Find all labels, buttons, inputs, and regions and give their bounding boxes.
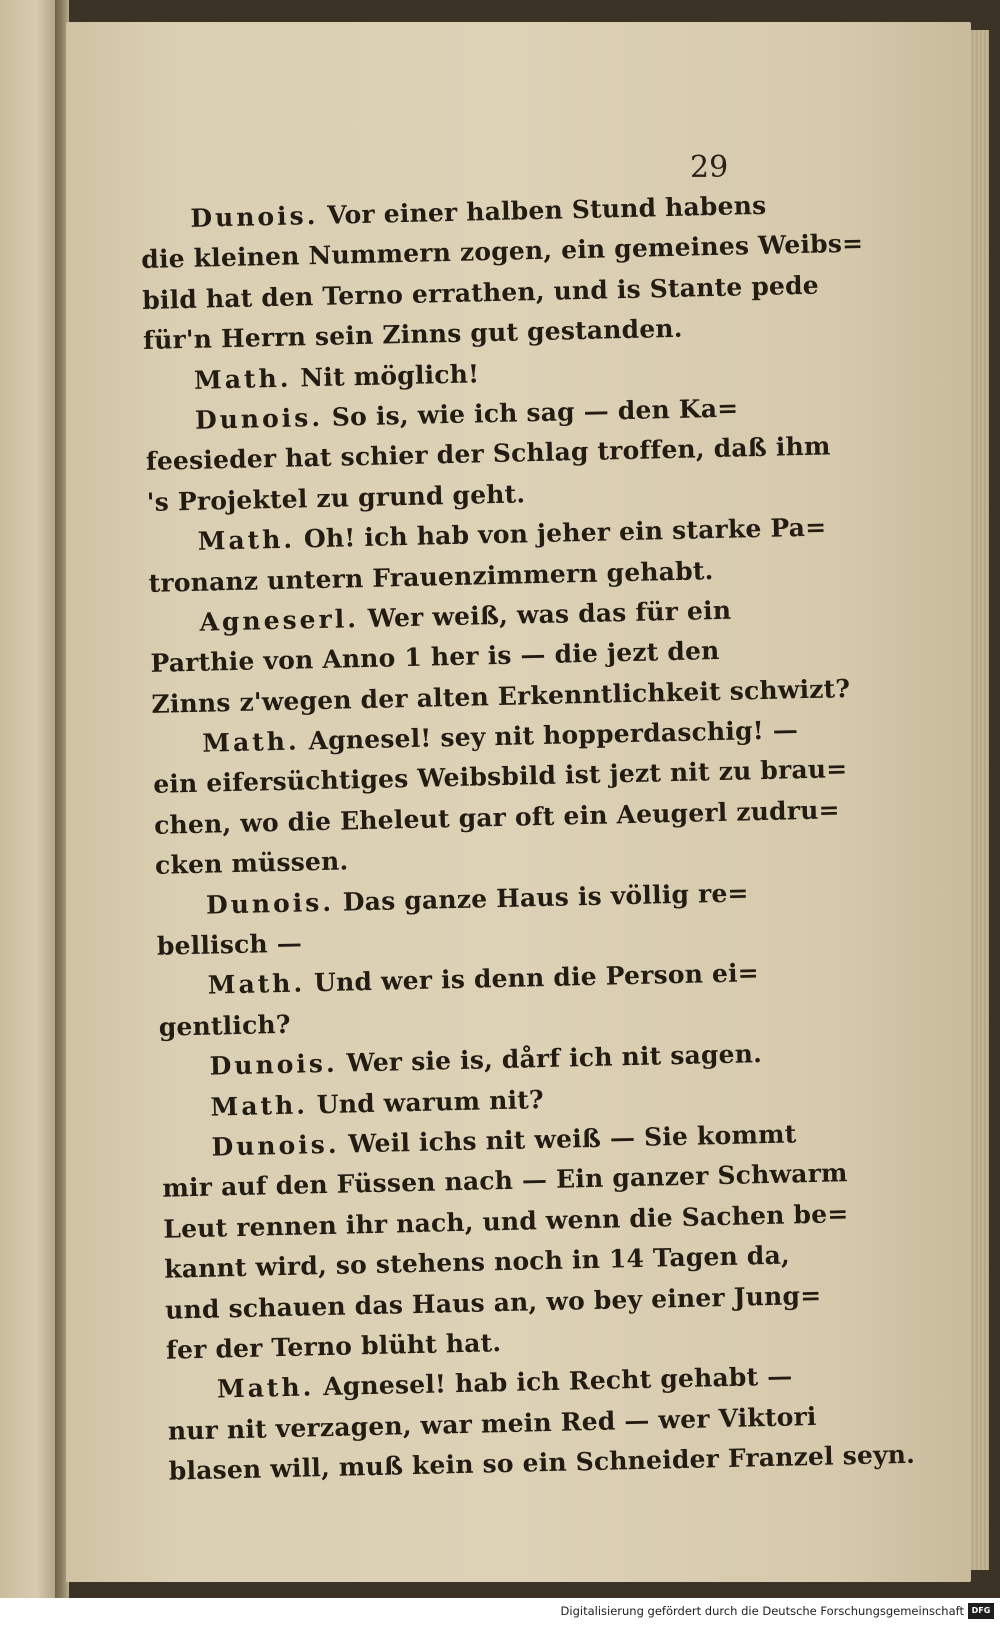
line-text: Und warum nit? bbox=[307, 1084, 545, 1120]
line-text: Nit möglich! bbox=[291, 358, 480, 393]
line-text: tronanz untern Frauenzimmern gehabt. bbox=[148, 555, 714, 598]
line-text: Oh! ich hab von jeher ein starke Pa= bbox=[294, 512, 827, 554]
line-text: fer der Terno blüht hat. bbox=[165, 1328, 502, 1365]
speaker-name: Math. bbox=[216, 1372, 315, 1404]
line-text: feesieder hat schier der Schlag troffen, daß ihm bbox=[145, 431, 831, 477]
line-text: Agnesel! sey nit hopperdaschig! — bbox=[299, 715, 799, 756]
line-text: Weil ichs nit weiß — Sie kommt bbox=[339, 1119, 797, 1159]
line-text: und schauen das Haus an, wo bey einer Jung= bbox=[164, 1280, 822, 1325]
line-text: Zinns z'wegen der alten Erkenntlichkeit schwizt? bbox=[151, 673, 851, 719]
line-text: Vor einer halben Stund habens bbox=[318, 190, 767, 230]
speaker-name: Math. bbox=[202, 726, 300, 758]
line-text: Wer sie is, dårf ich nit sagen. bbox=[337, 1039, 763, 1078]
line-text: bellisch — bbox=[156, 928, 303, 961]
line-text: bild hat den Terno errathen, und is Stante pede bbox=[141, 270, 820, 315]
line-text: So is, wie ich sag — den Ka= bbox=[322, 393, 739, 432]
line-text: Und wer is denn die Person ei= bbox=[304, 958, 760, 998]
speaker-name: Dunois. bbox=[205, 887, 335, 920]
line-text: die kleinen Nummern zogen, ein gemeines Weibs= bbox=[141, 228, 864, 275]
footer-bar bbox=[0, 1598, 1000, 1626]
line-text: Das ganze Haus is völlig re= bbox=[333, 878, 749, 917]
speaker-name: Agneserl. bbox=[199, 604, 360, 637]
line-text: chen, wo die Eheleut gar oft ein Aeugerl zudru= bbox=[153, 795, 840, 840]
line-text: blasen will, muß kein so ein Schneider Franzel seyn. bbox=[168, 1439, 916, 1486]
line-text: 's Projektel zu grund geht. bbox=[146, 479, 526, 517]
line-text: gentlich? bbox=[158, 1009, 292, 1042]
speaker-name: Math. bbox=[193, 363, 292, 395]
line-text: nur nit verzagen, war mein Red — wer Viktori bbox=[167, 1401, 817, 1446]
line-text: Parthie von Anno 1 her is — die jezt den bbox=[150, 636, 720, 679]
speaker-name: Dunois. bbox=[211, 1129, 340, 1162]
page-number: 29 bbox=[690, 150, 729, 185]
funding-credit: Digitalisierung gefördert durch die Deutsche Forschungsgemeinschaft bbox=[560, 1604, 964, 1618]
speaker-name: Dunois. bbox=[194, 402, 324, 435]
line-text: für'n Herrn sein Zinns gut gestanden. bbox=[142, 313, 683, 356]
speaker-name: Dunois. bbox=[190, 200, 319, 233]
speaker-name: Math. bbox=[207, 968, 306, 1001]
dfg-logo: DFG bbox=[968, 1603, 994, 1619]
page-stack-edge bbox=[971, 30, 989, 1570]
page-text bbox=[140, 185, 916, 1492]
line-text: Wer weiß, was das für ein bbox=[358, 595, 732, 634]
left-page-edge bbox=[0, 0, 60, 1598]
line-text: kannt wird, so stehens noch in 14 Tagen da, bbox=[163, 1240, 791, 1284]
speaker-name: Dunois. bbox=[209, 1048, 338, 1081]
line-text: Leut rennen ihr nach, und wenn die Sachen be= bbox=[163, 1198, 849, 1244]
line-text: cken müssen. bbox=[154, 846, 349, 881]
line-text: Agnesel! hab ich Recht gehabt — bbox=[313, 1361, 793, 1402]
speaker-name: Math. bbox=[197, 524, 296, 556]
line-text: ein eifersüchtiges Weibsbild ist jezt nit zu brau= bbox=[152, 754, 848, 800]
line-text: mir auf den Füssen nach — Ein ganzer Schwarm bbox=[162, 1158, 848, 1204]
speaker-name: Math. bbox=[210, 1090, 309, 1122]
